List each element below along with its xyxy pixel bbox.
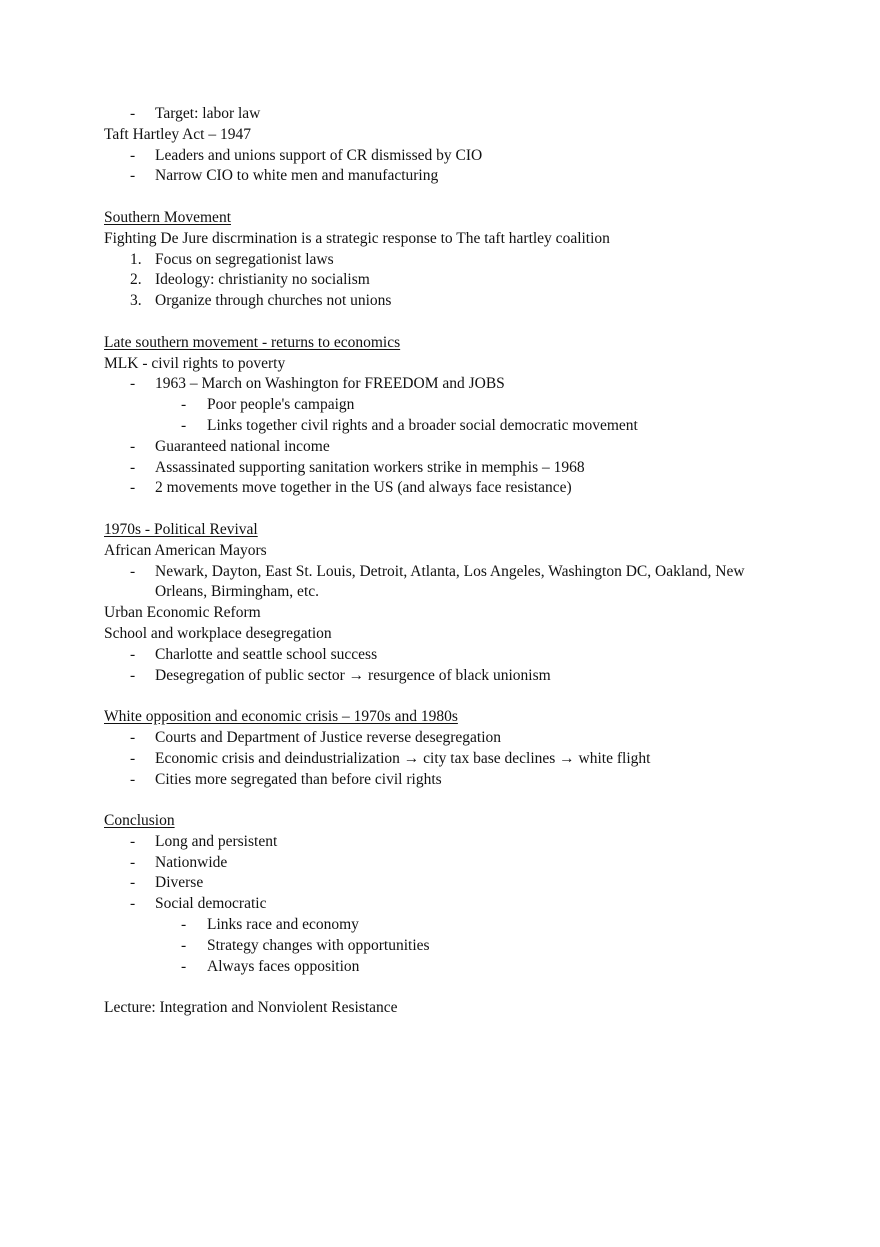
spacer bbox=[104, 187, 784, 208]
bullet-dash: - bbox=[181, 416, 187, 434]
bullet-dash: - bbox=[130, 770, 136, 788]
list-item-text: Cities more segregated than before civil rights bbox=[155, 770, 442, 788]
sub-list-item bbox=[104, 957, 784, 978]
list-item-text: Links together civil rights and a broader social democratic movement bbox=[207, 416, 638, 434]
numbered-item bbox=[104, 291, 784, 312]
list-item-text: Organize through churches not unions bbox=[155, 292, 392, 310]
spacer bbox=[104, 790, 784, 811]
list-item-text: Focus on segregationist laws bbox=[155, 250, 334, 268]
bullet-dash: - bbox=[130, 874, 136, 892]
number-marker: 3. bbox=[130, 292, 142, 310]
list-item bbox=[104, 166, 784, 187]
text-line: MLK - civil rights to poverty bbox=[104, 354, 286, 372]
spacer bbox=[104, 686, 784, 707]
list-item bbox=[104, 104, 784, 125]
text-line: Fighting De Jure discrmination is a strategic response to The taft hartley coalition bbox=[104, 229, 610, 247]
section-heading: Conclusion bbox=[104, 812, 175, 830]
bullet-dash: - bbox=[130, 167, 136, 185]
list-item-text: Poor people's campaign bbox=[207, 396, 355, 414]
section-heading: White opposition and economic crisis – 1970s and 1980s bbox=[104, 708, 458, 726]
list-item-text: Economic crisis and deindustrialization → city tax base declines → white flight bbox=[155, 749, 651, 767]
list-item-text: Ideology: christianity no socialism bbox=[155, 271, 370, 289]
list-item bbox=[104, 437, 784, 458]
list-item bbox=[104, 645, 784, 666]
bullet-dash: - bbox=[181, 916, 187, 934]
list-item bbox=[104, 728, 784, 749]
list-item-text: Assassinated supporting sanitation workers strike in memphis – 1968 bbox=[155, 458, 585, 476]
bullet-dash: - bbox=[130, 853, 136, 871]
sub-list-item bbox=[104, 395, 784, 416]
sub-list-item bbox=[104, 936, 784, 957]
number-marker: 2. bbox=[130, 271, 142, 289]
section-heading: 1970s - Political Revival bbox=[104, 520, 258, 538]
list-item-text: Charlotte and seattle school success bbox=[155, 645, 378, 663]
numbered-item bbox=[104, 250, 784, 271]
list-item bbox=[104, 374, 784, 395]
list-item bbox=[104, 458, 784, 479]
spacer bbox=[104, 312, 784, 333]
list-item bbox=[104, 749, 784, 770]
list-item bbox=[104, 873, 784, 894]
list-item-text: 1963 – March on Washington for FREEDOM and JOBS bbox=[155, 375, 505, 393]
list-item-text: Leaders and unions support of CR dismissed by CIO bbox=[155, 146, 483, 164]
list-item-text: Nationwide bbox=[155, 853, 228, 871]
bullet-dash: - bbox=[130, 749, 136, 767]
lecture-title: Lecture: Integration and Nonviolent Resistance bbox=[104, 999, 398, 1017]
bullet-dash: - bbox=[181, 936, 187, 954]
list-item-text: Newark, Dayton, East St. Louis, Detroit, Atlanta, Los Angeles, Washington DC, Oakland, New Orleans, Birmingham, etc. bbox=[155, 562, 745, 601]
list-item bbox=[104, 853, 784, 874]
bullet-dash: - bbox=[130, 375, 136, 393]
list-item bbox=[104, 894, 784, 915]
text-line: Taft Hartley Act – 1947 bbox=[104, 125, 251, 143]
text-line: African American Mayors bbox=[104, 541, 267, 559]
list-item bbox=[104, 562, 765, 604]
spacer bbox=[104, 977, 784, 998]
list-item bbox=[104, 666, 784, 687]
list-item-text: Courts and Department of Justice reverse desegregation bbox=[155, 728, 502, 746]
list-item bbox=[104, 478, 784, 499]
list-item-text: Social democratic bbox=[155, 895, 267, 913]
bullet-dash: - bbox=[130, 666, 136, 684]
list-item bbox=[104, 146, 784, 167]
spacer bbox=[104, 499, 784, 520]
number-marker: 1. bbox=[130, 250, 142, 268]
bullet-dash: - bbox=[130, 479, 136, 497]
section-heading: Late southern movement - returns to economics bbox=[104, 333, 401, 351]
bullet-dash: - bbox=[130, 105, 136, 122]
list-item bbox=[104, 832, 784, 853]
notes-body bbox=[104, 104, 784, 1019]
list-item-text: Target: labor law bbox=[155, 105, 261, 122]
list-item-text: Always faces opposition bbox=[207, 957, 360, 975]
text-line: School and workplace desegregation bbox=[104, 624, 332, 642]
list-item-text: Desegregation of public sector → resurgence of black unionism bbox=[155, 666, 551, 684]
list-item-text: 2 movements move together in the US (and always face resistance) bbox=[155, 479, 572, 497]
list-item-text: Narrow CIO to white men and manufacturing bbox=[155, 167, 439, 185]
sub-list-item bbox=[104, 915, 784, 936]
bullet-dash: - bbox=[181, 957, 187, 975]
list-item-text: Guaranteed national income bbox=[155, 437, 330, 455]
list-item-text: Links race and economy bbox=[207, 916, 359, 934]
bullet-dash: - bbox=[181, 396, 187, 414]
list-item bbox=[104, 770, 784, 791]
numbered-item bbox=[104, 270, 784, 291]
text-line: Urban Economic Reform bbox=[104, 604, 261, 622]
sub-list-item bbox=[104, 416, 784, 437]
bullet-dash: - bbox=[130, 458, 136, 476]
list-item-text: Strategy changes with opportunities bbox=[207, 936, 430, 954]
bullet-dash: - bbox=[130, 645, 136, 663]
bullet-dash: - bbox=[130, 146, 136, 164]
bullet-dash: - bbox=[130, 895, 136, 913]
section-heading: Southern Movement bbox=[104, 208, 231, 226]
list-item-text: Long and persistent bbox=[155, 832, 278, 850]
bullet-dash: - bbox=[130, 562, 136, 580]
bullet-dash: - bbox=[130, 832, 136, 850]
bullet-dash: - bbox=[130, 437, 136, 455]
list-item-text: Diverse bbox=[155, 874, 204, 892]
bullet-dash: - bbox=[130, 728, 136, 746]
